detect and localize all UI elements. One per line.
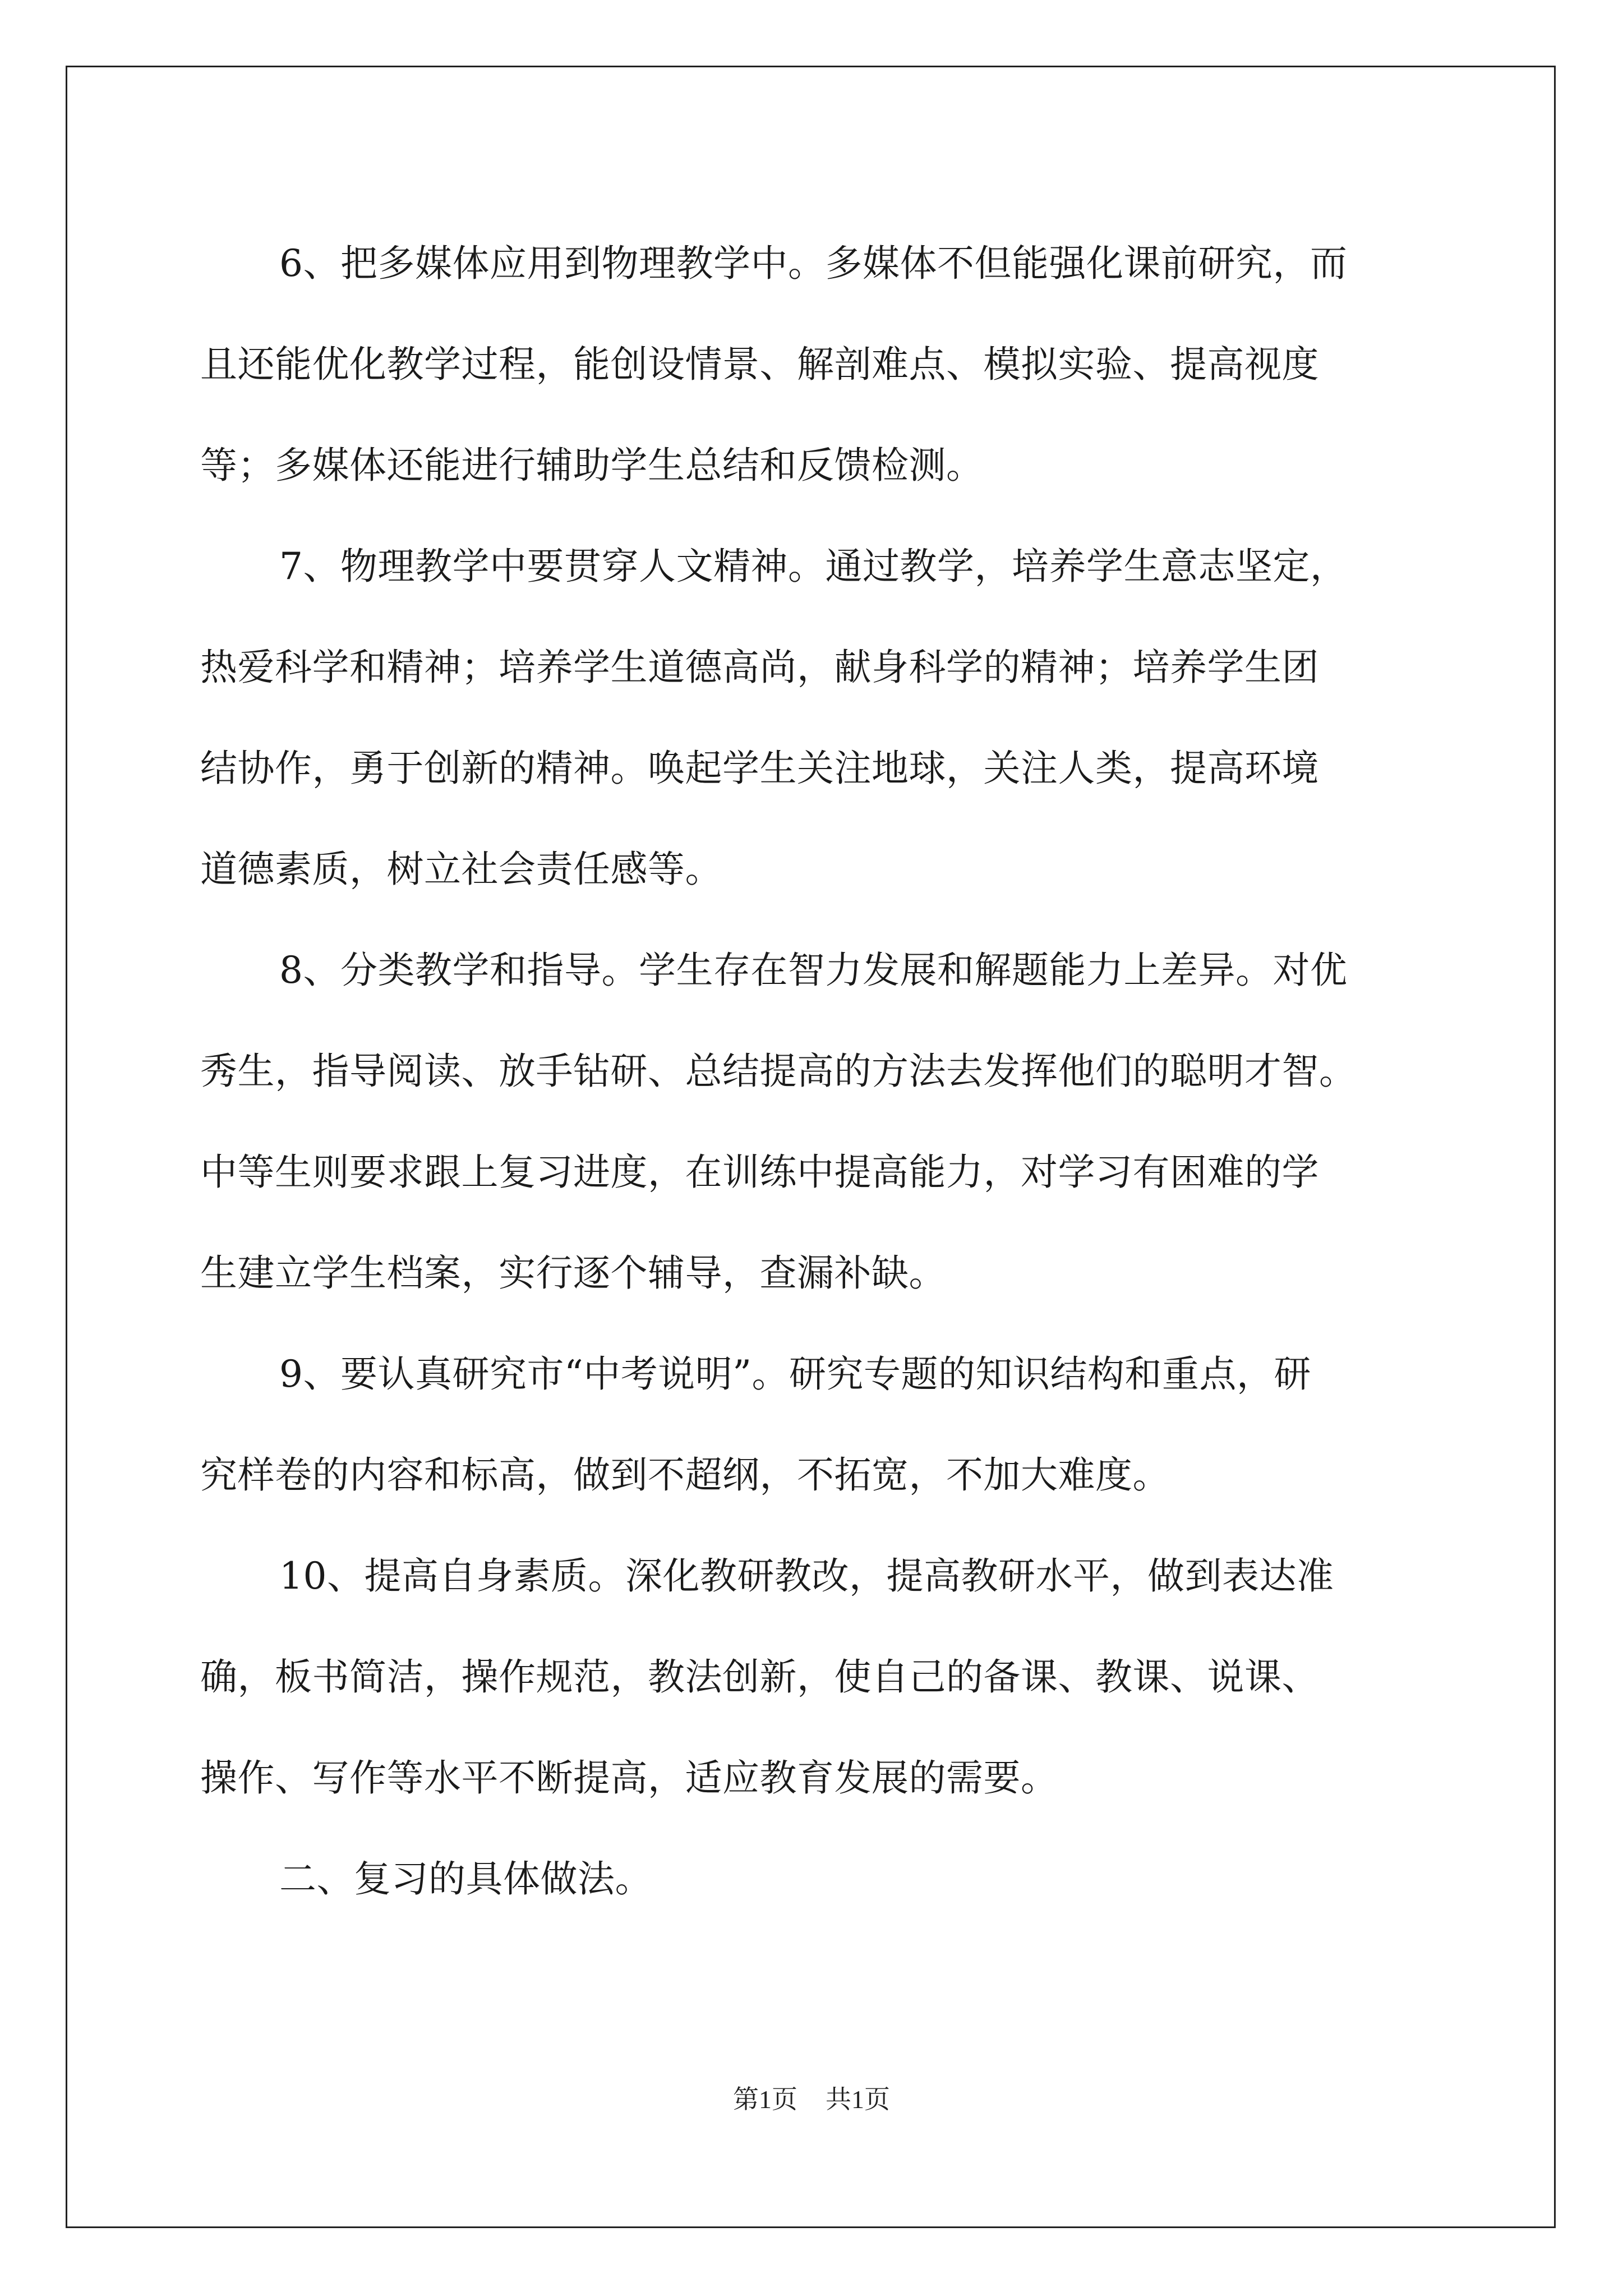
paragraph-6	[200, 213, 1423, 516]
paragraph-line: 热爱科学和精神；培养学生道德高尚，献身科学的精神；培养学生团	[200, 646, 1319, 689]
paragraph-7	[200, 516, 1423, 920]
page-number-total: 共1页	[826, 2085, 890, 2114]
paragraph-line: 8、分类教学和指导。学生存在智力发展和解题能力上差异。对优	[279, 949, 1348, 992]
paragraph-9	[200, 1324, 1423, 1526]
paragraph-line: 道德素质，树立社会责任感等。	[200, 848, 722, 891]
paragraph-line: 6、把多媒体应用到物理教学中。多媒体不但能强化课前研究，而	[279, 242, 1348, 285]
section-heading	[200, 1829, 1423, 1930]
paragraph-line: 7、物理教学中要贯穿人文精神。通过教学，培养学生意志坚定，	[279, 545, 1348, 588]
page-footer	[0, 2083, 1623, 2116]
paragraph-line: 中等生则要求跟上复习进度，在训练中提高能力，对学习有困难的学	[200, 1151, 1319, 1194]
paragraph-10	[200, 1526, 1423, 1829]
paragraph-line: 确，板书简洁，操作规范，教法创新，使自己的备课、教课、说课、	[200, 1655, 1319, 1699]
page-number-current: 第1页	[733, 2085, 797, 2114]
paragraph-line: 秀生，指导阅读、放手钻研、总结提高的方法去发挥他们的聪明才智。	[200, 1050, 1357, 1093]
paragraph-line: 结协作，勇于创新的精神。唤起学生关注地球，关注人类，提高环境	[200, 747, 1319, 790]
paragraph-line: 等；多媒体还能进行辅助学生总结和反馈检测。	[200, 444, 984, 487]
section-heading-text: 二、复习的具体做法。	[279, 1857, 652, 1901]
paragraph-line: 10、提高自身素质。深化教研教改，提高教研水平，做到表达准	[279, 1554, 1334, 1598]
paragraph-line: 生建立学生档案，实行逐个辅导，查漏补缺。	[200, 1251, 946, 1295]
paragraph-line: 且还能优化教学过程，能创设情景、解剖难点、模拟实验、提高视度	[200, 343, 1319, 386]
paragraph-8	[200, 920, 1423, 1324]
document-body	[200, 213, 1423, 1930]
paragraph-line: 操作、写作等水平不断提高，适应教育发展的需要。	[200, 1756, 1058, 1800]
paragraph-line: 9、要认真研究市“中考说明”。研究专题的知识结构和重点，研	[279, 1352, 1311, 1396]
paragraph-line: 究样卷的内容和标高，做到不超纲，不拓宽，不加大难度。	[200, 1453, 1170, 1497]
